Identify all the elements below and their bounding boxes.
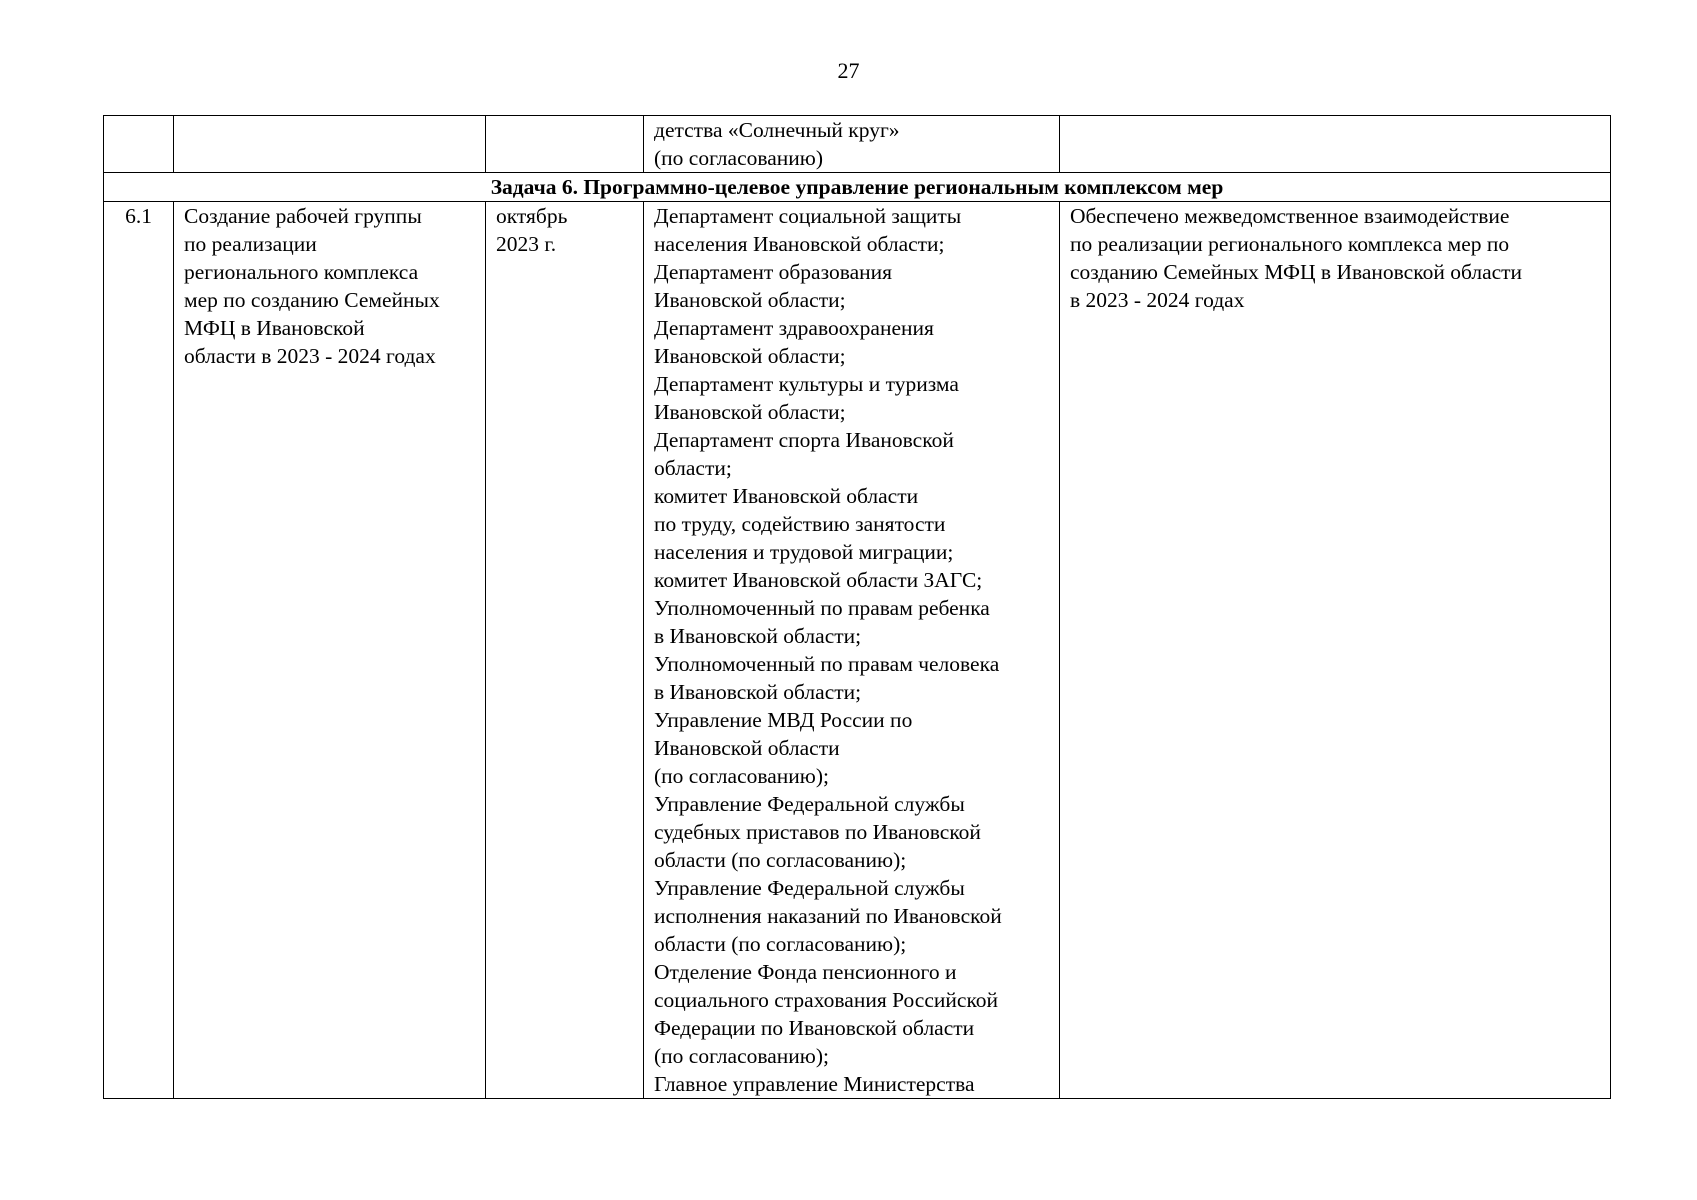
executor-line: в Ивановской области; [654,624,862,648]
executor-line: в Ивановской области; [654,680,862,704]
executors-cell [644,116,1060,173]
task-header-row [104,173,1611,202]
result-cell [1060,116,1611,173]
measures-table [103,115,1611,1099]
number-cell: 6.1 [104,202,174,1099]
executor-line: (по согласованию); [654,1044,829,1068]
executor-line: Департамент спорта Ивановской [654,428,954,452]
executor-line: (по согласованию); [654,764,829,788]
result-line: в 2023 - 2024 годах [1070,288,1245,312]
number-cell [104,116,174,173]
executor-line: Уполномоченный по правам человека [654,652,1000,676]
executor-line: Ивановской области; [654,344,846,368]
continuation-row [104,116,1611,173]
deadline-line: октябрь [496,204,568,228]
measure-name-line: по реализации [184,232,317,256]
executor-line: Департамент образования [654,260,893,284]
measure-name-line: мер по созданию Семейных [184,288,440,312]
executor-line: Ивановской области; [654,400,846,424]
executor-line: Ивановской области [654,736,840,760]
executor-line: Управление МВД России по [654,708,913,732]
executor-line: Департамент культуры и туризма [654,372,959,396]
executor-line: области (по согласованию); [654,932,907,956]
deadline-cell [486,202,644,1099]
executor-line: Федерации по Ивановской области [654,1016,975,1040]
executor-line: детства «Солнечный круг» [654,118,900,142]
executor-line: области; [654,456,732,480]
measure-name-line: Создание рабочей группы [184,204,422,228]
result-line: по реализации регионального комплекса мер по [1070,232,1510,256]
executor-line: Департамент социальной защиты [654,204,962,228]
measure-name-cell [174,116,486,173]
executor-line: Главное управление Министерства [654,1072,975,1096]
executor-line: судебных приставов по Ивановской [654,820,981,844]
executor-line: Департамент здравоохранения [654,316,934,340]
deadline-line: 2023 г. [496,232,557,256]
result-line: созданию Семейных МФЦ в Ивановской области [1070,260,1523,284]
executor-line: Управление Федеральной службы [654,876,965,900]
executor-line: социального страхования Российской [654,988,999,1012]
task-header: Задача 6. Программно-целевое управление региональным комплексом мер [104,173,1611,202]
measure-name-cell [174,202,486,1099]
executor-line: Отделение Фонда пенсионного и [654,960,957,984]
executor-line: населения Ивановской области; [654,232,945,256]
executor-line: Ивановской области; [654,288,846,312]
measure-name-line: МФЦ в Ивановской [184,316,365,340]
result-cell [1060,202,1611,1099]
executor-line: области (по согласованию); [654,848,907,872]
executor-line: по труду, содействию занятости [654,512,946,536]
executor-line: Уполномоченный по правам ребенка [654,596,990,620]
deadline-cell [486,116,644,173]
executor-line: комитет Ивановской области [654,484,919,508]
executor-line: Управление Федеральной службы [654,792,965,816]
page-number: 27 [837,58,860,83]
executor-line: комитет Ивановской области ЗАГС; [654,568,983,592]
executor-line: (по согласованию) [654,146,824,170]
measure-name-line: области в 2023 - 2024 годах [184,344,436,368]
executor-line: исполнения наказаний по Ивановской [654,904,1002,928]
result-line: Обеспечено межведомственное взаимодействие [1070,204,1510,228]
executors-cell [644,202,1060,1099]
executor-line: населения и трудовой миграции; [654,540,954,564]
table-row [104,202,1611,1099]
measure-name-line: регионального комплекса [184,260,419,284]
